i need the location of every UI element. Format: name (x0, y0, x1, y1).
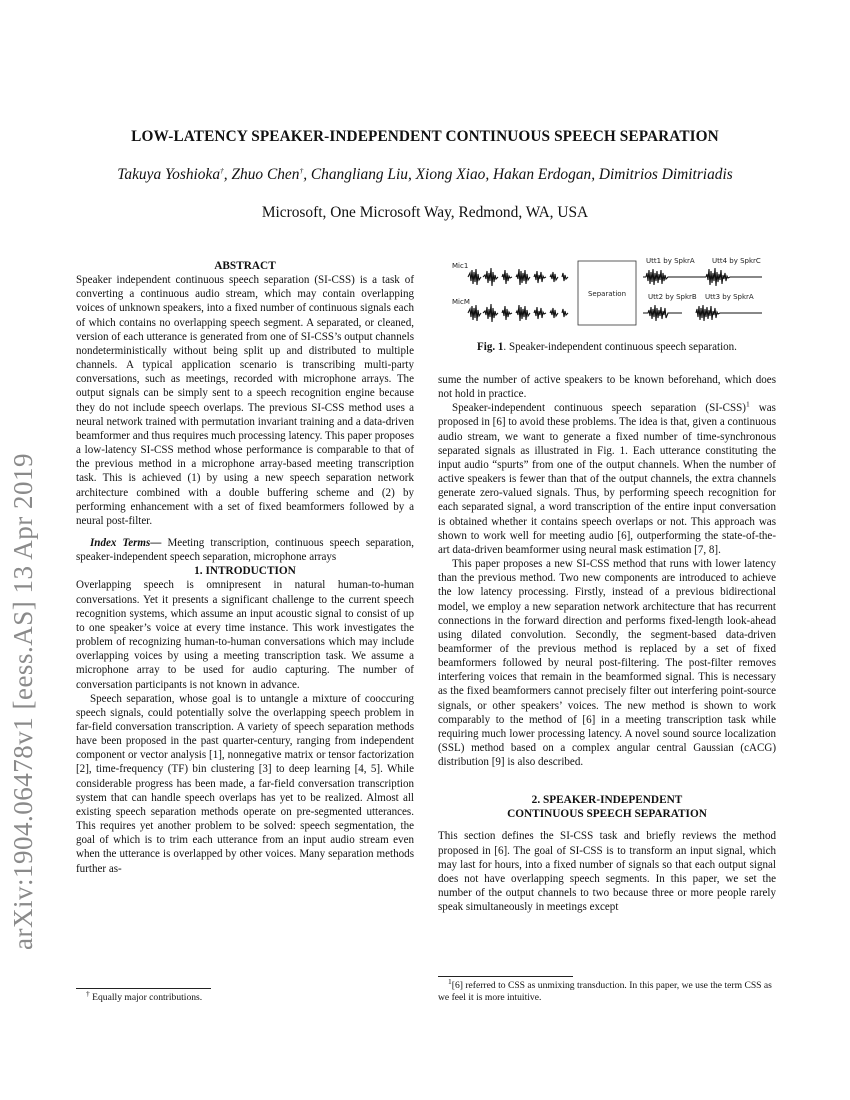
continued-paragraph: sume the number of active speakers to be known beforehand, which does not hold in practice. (438, 374, 776, 401)
fig-caption-text: . Speaker-independent continuous speech separation. (503, 341, 737, 353)
sicss-paragraph-start: Speaker-independent continuous speech separation (SI-CSS) (452, 402, 746, 415)
sicss-paragraph (438, 401, 776, 557)
index-terms-label: Index Terms— (90, 536, 162, 549)
intro-heading: 1. INTRODUCTION (194, 565, 296, 578)
author-2: Zhuo Chen (231, 166, 300, 183)
fig-utt1-label: Utt1 by SpkrA (646, 257, 695, 265)
index-terms-text: Meeting transcription, continuous speech separation, speaker-independent speech separation, microphone arrays (76, 536, 414, 564)
footnote-mark-1: 1 (448, 976, 452, 986)
section-2-heading-line-1: 2. SPEAKER-INDEPENDENT (531, 794, 683, 807)
fig-micm-waveform (468, 304, 568, 322)
abstract-heading: ABSTRACT (214, 260, 276, 272)
fig-mic1-label: Mic1 (452, 262, 469, 270)
author-1: Takuya Yoshioka (117, 166, 221, 183)
footnote-left (86, 988, 414, 1004)
section-2-paragraph: This section defines the SI-CSS task and briefly reviews the method proposed in [6]. The goal of SI-CSS is to transform an input signal, which may last for hours, into a fixed number of signals so that each output signal does not have overlapping speech segments. In this paper, we set the number of the output channels to two because three or more people rarely speak simultaneously in meetings except (438, 830, 776, 914)
fig-caption-label: Fig. 1 (477, 341, 504, 353)
footnote-ref-1: 1 (745, 399, 750, 409)
affiliation: Microsoft, One Microsoft Way, Redmond, WA, USA (261, 204, 589, 221)
right-column (438, 373, 776, 914)
footnote-right (438, 976, 776, 1004)
fig-utt4-label: Utt4 by SpkrC (712, 257, 761, 265)
author-separator: , (223, 166, 232, 183)
fig-output2-waveform (643, 305, 762, 321)
footnote-rule-right (438, 976, 573, 977)
figure-1 (450, 255, 770, 330)
index-terms (76, 536, 414, 564)
sicss-paragraph-rest: was proposed in [6] to avoid these problems. The idea is that, given a continuous audio stream, we want to generate a fixed number of time-synchronous separated signals as illustrated in Fig. 1. Each utterance constituting the input audio “spurts” from one of the output channels. When the number of active speakers is fewer than that of the output channels, the extra channels generate zero-valued signals. Thus, by performing speech recognition for each separated signal, a word transcription of the entire input conversation is obtained whether it contains speech overlaps or not. This approach was shown to work well for meeting audio [6], outperforming the state-of-the-art data-driven beamformer using neural mask estimation [7, 8]. (438, 402, 776, 556)
fig-utt3-label: Utt3 by SpkrA (705, 293, 754, 301)
fig-mic1-waveform (468, 268, 568, 286)
fig-separation-label: Separation (587, 290, 627, 298)
arxiv-side-stamp: arXiv:1904.06478v1 [eess.AS] 13 Apr 2019 (8, 453, 38, 950)
equal-contrib-mark: † (299, 165, 304, 175)
footnote-left-text: Equally major contributions. (89, 992, 203, 1003)
equal-contrib-mark: † (220, 165, 224, 175)
section-2-heading-line-2: CONTINUOUS SPEECH SEPARATION (507, 808, 707, 821)
section-2-heading (438, 793, 776, 821)
proposal-paragraph: This paper proposes a new SI-CSS method that runs with lower latency than the previous method. Two new components are introduced to achieve the low latency processing. Firstly, instead of a previous bidirectional model, we employ a new separation network architecture that has recurrent connections in the forward direction and performs fixed-length look-ahead using dilated convolution. Secondly, the segment-based data-driven beamformer of the previous method is replaced by a set of fixed beamformers followed by neural post-filtering. The post-filter removes interfering voices that remain in the beamformed signal. This is necessary as the fixed beamformers cannot precisely filter out interfering point-source signals, or other speakers’ voices. The new method is shown to work comparably to the method of [6] in a meeting transcription task while requiring much lower processing latency. A novel sound source localization (SSL) method based on a complex angular central Gaussian (cACG) distribution [9] is also described. (438, 558, 776, 769)
abstract-text: Speaker independent continuous speech separation (SI-CSS) is a task of converting a continuous audio stream, which may contain overlapping voices of unknown speakers, into a fixed number of continuous signals each of which contains no overlapping speech segment. A separated, or cleaned, version of each utterance is generated from one of SI-CSS’s output channels nondeterministically without being split up and distributed to multiple channels. A typical application scenario is transcribing multi-party conversations, such as meetings, recorded with microphone arrays. The output signals can be simply sent to a speech recognition engine because they do not include speech overlaps. The previous SI-CSS method uses a neural network trained with permutation invariant training and a data-driven beamformer and thus requires much processing latency. This paper proposes a low-latency SI-CSS method whose performance is comparable to that of the previous method in a microphone array-based meeting transcription task. This is achieved (1) by using a new speech separation network architecture combined with a double buffering scheme and (2) by performing enhancement with a set of fixed beamformers followed by a neural post-filter. (76, 274, 414, 527)
fig-output1-waveform (643, 268, 762, 286)
figure-1-diagram (450, 255, 770, 330)
author-list (0, 166, 850, 184)
paper-title: LOW-LATENCY SPEAKER-INDEPENDENT CONTINUOUS SPEECH SEPARATION (131, 128, 719, 145)
footnote-right-text: [6] referred to CSS as unmixing transduction. In this paper, we use the term CSS as we feel it is more intuitive. (438, 980, 772, 1003)
author-rest: , Changliang Liu, Xiong Xiao, Hakan Erdogan, Dimitrios Dimitriadis (303, 166, 733, 183)
figure-1-caption (438, 341, 776, 353)
intro-paragraph-2: Speech separation, whose goal is to untangle a mixture of cooccuring speech signals, could potentially solve the overlapping speech problem in far-field conversation transcription. A variety of speech separation methods have been proposed in the past quarter-century, ranging from independent component or vector analysis [1], nonnegative matrix or tensor factorization [2], time-frequency (TF) bin clustering [3] to deep learning [4, 5]. While considerable progress has been made, a far-field conversation transcription system that can handle speech overlaps has yet to be realized. Almost all existing speech separation methods operate on pre-segmented utterances. This requires yet another problem to be solved: speech segmentation, the goal of which is to trim each utterance from an input audio stream even when the utterance is overlapped by other voices. Many separation methods further as- (76, 692, 414, 875)
left-column (76, 259, 414, 876)
fig-micm-label: MicM (452, 298, 470, 306)
intro-paragraph-1: Overlapping speech is omnipresent in natural human-to-human conversations. Yet it presents a significant challenge to the current speech recognition systems, which assume an input acoustic signal to consist of up to one speaker’s voice at every time instance. This work investigates the problem of recognizing human-to-human conversations which may include overlapping voices by using a meeting transcription task. We assume a microphone array to be used for audio capturing. The number of conversation participants is not known in advance. (76, 579, 414, 691)
footnote-rule-left (76, 988, 211, 989)
fig-utt2-label: Utt2 by SpkrB (648, 293, 697, 301)
footnote-mark: † (86, 988, 90, 998)
